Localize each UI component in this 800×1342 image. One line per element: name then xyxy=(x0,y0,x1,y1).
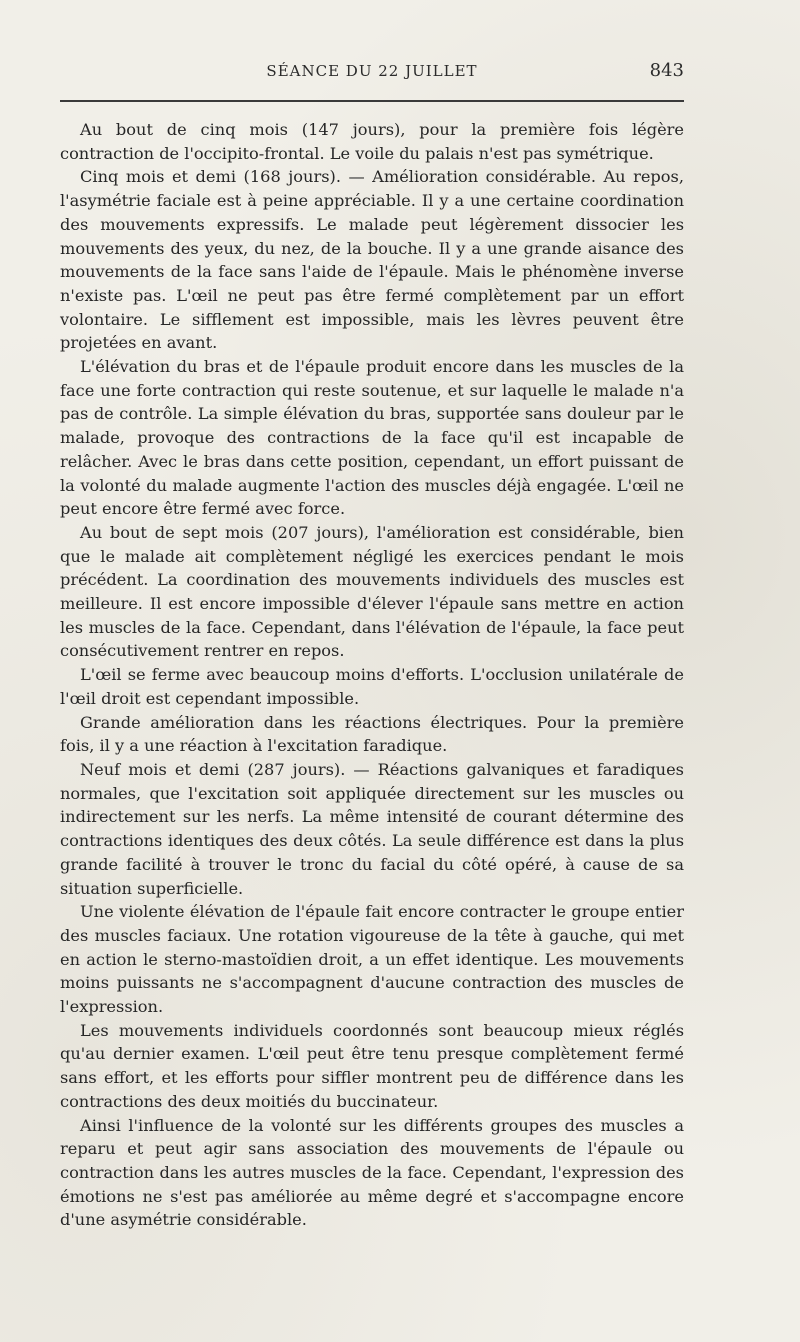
body-text xyxy=(60,118,684,1232)
paragraph: Neuf mois et demi (287 jours). — Réactions galvaniques et faradiques normales, que l'excitation soit appliquée directement sur les muscles ou indirectement sur les nerfs. La même intensité de courant détermine des contractions identiques des deux côtés. La seule différence est dans la plus grande facilité à trouver le tronc du facial du côté opéré, à cause de sa situation superficielle. xyxy=(60,759,684,898)
paragraph: Grande amélioration dans les réactions électriques. Pour la première fois, il y a une réaction à l'excitation faradique. xyxy=(60,712,684,756)
paragraph: Cinq mois et demi (168 jours). — Amélioration considérable. Au repos, l'asymétrie faciale est à peine appréciable. Il y a une certaine coordination des mouvements expressifs. Le malade peut légèrement dissocier les mouvements des yeux, du nez, de la bouche. Il y a une grande aisance des mouvements de la face sans l'aide de l'épaule. Mais le phénomène inverse n'existe pas. L'œil ne peut pas être fermé complètement par un effort volontaire. Le sifflement est impossible, mais les lèvres peuvent être projetées en avant. xyxy=(60,167,684,353)
running-title: SÉANCE DU 22 JUILLET xyxy=(266,62,478,80)
paragraph: L'œil se ferme avec beaucoup moins d'efforts. L'occlusion unilatérale de l'œil droit est cependant impossible. xyxy=(60,665,684,708)
paragraph: Une violente élévation de l'épaule fait encore contracter le groupe entier des muscles faciaux. Une rotation vigoureuse de la tête à gauche, qui met en action le sterno-mastoïdien droit, a un effet identique. Les mouvements moins puissants ne s'accompagnent d'aucune contraction des muscles de l'expression. xyxy=(60,902,684,1017)
paragraph: Ainsi l'influence de la volonté sur les différents groupes des muscles a reparu et peut agir sans association des mouvements de l'épaule ou contraction dans les autres muscles de la face. Cependant, l'expression des émotions ne s'est pas améliorée au même degré et s'accompagne encore d'une asymétrie considérable. xyxy=(60,1115,684,1230)
running-head xyxy=(60,60,684,88)
paragraph: Au bout de sept mois (207 jours), l'amélioration est considérable, bien que le malade ait complètement négligé les exercices pendant le mois précédent. La coordination des mouvements individuels des muscles est meilleure. Il est encore impossible d'élever l'épaule sans mettre en action les muscles de la face. Cependant, dans l'élévation de l'épaule, la face peut consécutivement rentrer en repos. xyxy=(60,522,684,661)
paragraph: Les mouvements individuels coordonnés sont beaucoup mieux réglés qu'au dernier examen. L'œil peut être tenu presque complètement fermé sans effort, et les efforts pour siffler montrent peu de différence dans les contractions des deux moitiés du buccinateur. xyxy=(60,1020,684,1111)
header-rule xyxy=(60,100,684,102)
paragraph: Au bout de cinq mois (147 jours), pour la première fois légère contraction de l'occipito-frontal. Le voile du palais n'est pas symétrique. xyxy=(60,120,684,163)
paragraph: L'élévation du bras et de l'épaule produit encore dans les muscles de la face une forte contraction qui reste soutenue, et sur laquelle le malade n'a pas de contrôle. La simple élévation du bras, supportée sans douleur par le malade, provoque des contractions de la face qu'il est incapable de relâcher. Avec le bras dans cette position, cependant, un effort puissant de la volonté du malade augmente l'action des muscles déjà engagée. L'œil ne peut encore être fermé avec force. xyxy=(60,357,684,519)
page-number: 843 xyxy=(649,60,684,81)
